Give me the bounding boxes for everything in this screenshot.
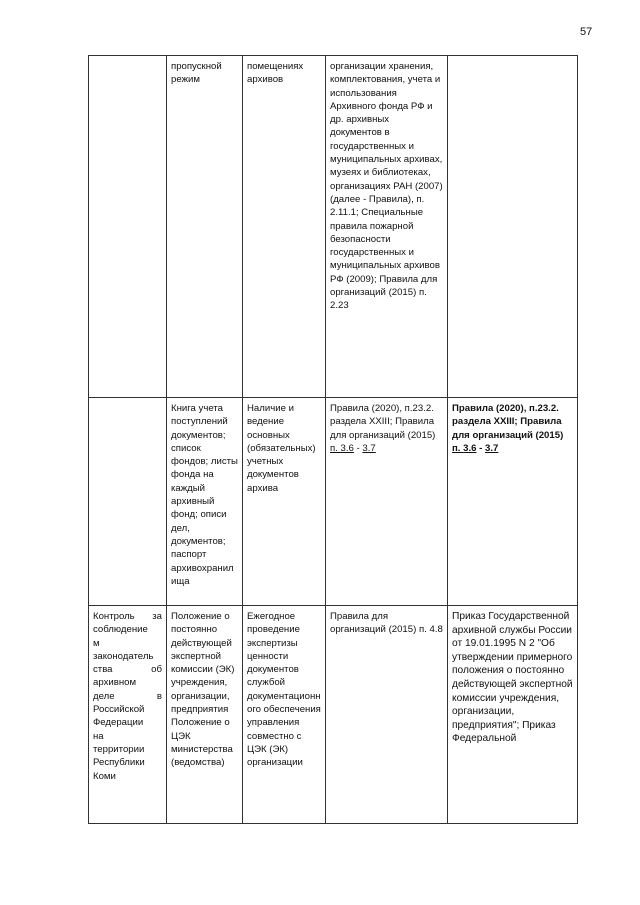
cell-line: ства об [93,664,162,676]
cell-line: деле в [93,690,162,702]
cell-line: м [93,637,100,649]
table-cell: Наличие и ведение основных (обязательных) учетных документов архива [243,398,326,606]
table-cell: Положение о постоянно действующей экспертной комиссии (ЭК) учреждения, организации, предприятия Положение о ЦЭК министерства (ведомства) [167,606,243,824]
cell-text: Правила (2020), п.23.2. раздела XXIII; Правила для организаций (2015) [452,403,564,441]
table-row [89,398,578,606]
table-cell [89,398,167,606]
cell-ref-prefix: п. [452,442,464,454]
table-cell [448,398,578,606]
cell-line: территории [93,743,145,755]
table-cell: Книга учета поступлений документов; список фондов; листы фонда на каждый архивный фонд; описи дел, документов; паспорт архивохранилища [167,398,243,606]
cell-line: архивном [93,677,137,689]
document-table [88,55,578,824]
table-cell: Приказ Государственной архивной службы России от 19.01.1995 N 2 "Об утверждении примерного положения о постоянно действующей экспертной комиссии учреждения, организации, предприятия"; Приказ Федеральной [448,606,578,824]
cell-line: Российской [93,704,145,716]
cell-ref-sep: - [476,442,486,454]
cell-ref-link: 3.6 [340,442,354,454]
table-cell [89,606,167,824]
cell-text: Правила (2020), п.23.2. раздела XXIII; Правила для организаций (2015) [330,403,436,441]
table-cell: пропускной режим [167,56,243,398]
cell-line: Федерации [93,717,144,729]
table-cell [326,398,448,606]
table-cell: Ежегодное проведение экспертизы ценности документов службой документационного обеспечения управления совместно с ЦЭК (ЭК) организации [243,606,326,824]
cell-line: соблюдение [93,624,148,636]
cell-line: на [93,730,104,742]
table-cell: организации хранения, комплектования, учета и использования Архивного фонда РФ и др. архивных документов в государственных и муниципальных архивах, музеях и библиотеках, организациях РАН (2007) (далее - Правила), п. 2.11.1; Специальные правила пожарной безопасности государственных и муниципальных архивов РФ (2009); Правила для организаций (2015) п. 2.23 [326,56,448,398]
table-row [89,56,578,398]
cell-ref-link: 3.7 [485,442,499,454]
table-cell: Правила для организаций (2015) п. 4.8 [326,606,448,824]
table-cell [448,56,578,398]
table-cell [89,56,167,398]
table-cell: помещениях архивов [243,56,326,398]
table-row [89,606,578,824]
cell-ref-sep: - [353,442,363,454]
cell-ref-prefix: п. [330,442,341,454]
cell-ref-link: 3.7 [362,442,376,454]
page-number: 57 [580,26,593,38]
cell-line: законодатель [93,650,154,662]
cell-ref-link: 3.6 [463,442,477,454]
cell-line: Республики [93,757,145,769]
cell-line: Контроль за [93,611,162,622]
cell-line: Коми [93,770,116,782]
